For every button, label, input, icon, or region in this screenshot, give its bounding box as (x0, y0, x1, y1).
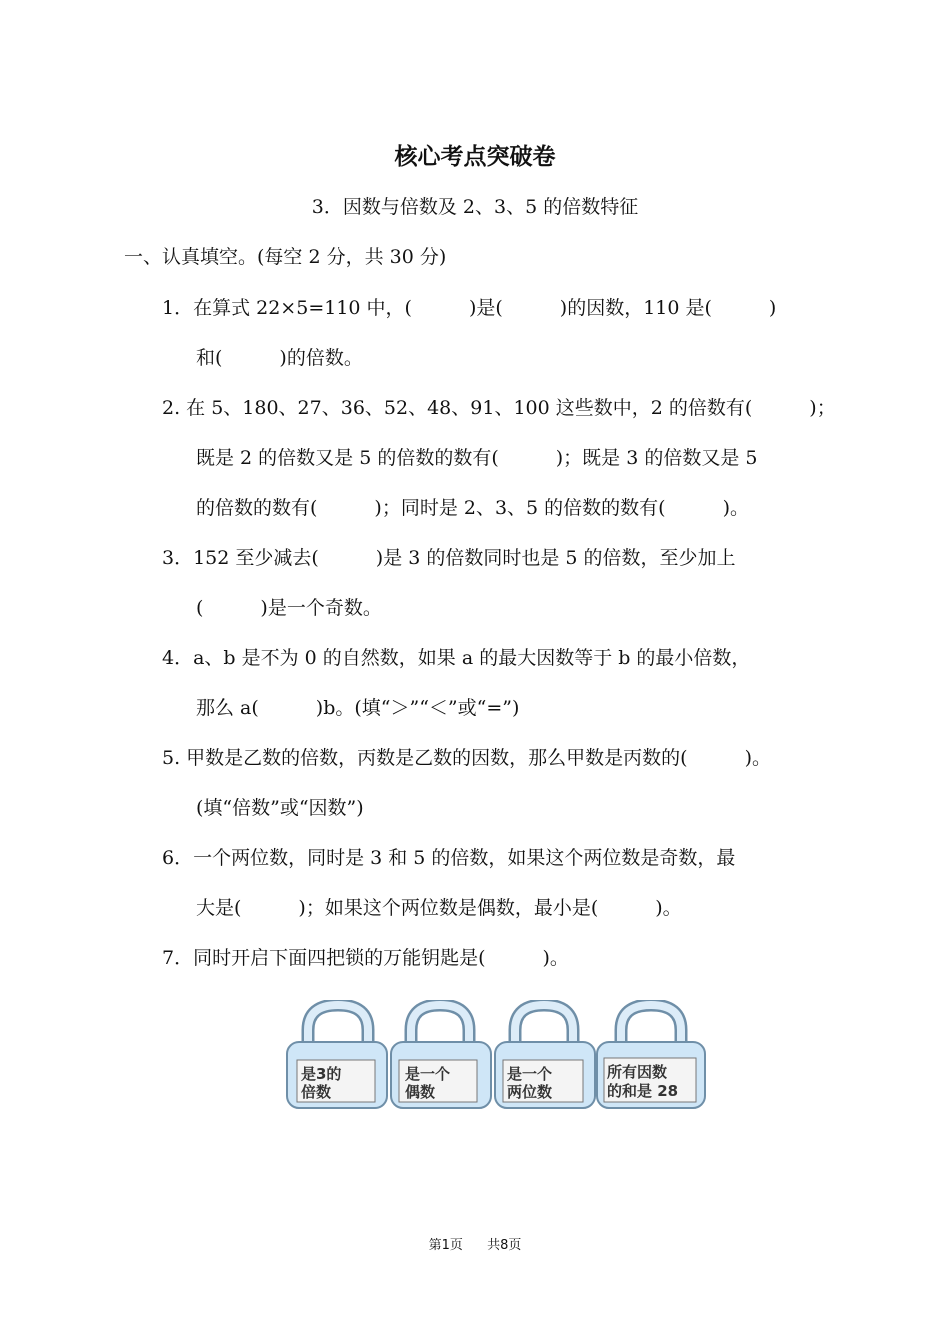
question-4-line-1: 4．a、b 是不为 0 的自然数，如果 a 的最大因数等于 b 的最小倍数， (162, 647, 751, 669)
lock-4 (597, 1005, 705, 1108)
question-6-line-2: 大是( )；如果这个两位数是偶数，最小是( )。 (196, 897, 682, 919)
lock-3 (495, 1005, 595, 1108)
four-locks-illustration (283, 1000, 713, 1120)
question-5-line-2: (填“倍数”或“因数”) (196, 797, 364, 819)
question-2-line-1: 2. 在 5、180、27、36、52、48、91、100 这些数中，2 的倍数有( )； (162, 397, 836, 419)
lock-1-label-line-2: 倍数 (301, 1083, 332, 1101)
lock-1-label-line-1: 是3的 (301, 1065, 342, 1083)
question-7-line-1: 7．同时开启下面四把锁的万能钥匙是( )。 (162, 947, 569, 969)
question-1-line-1: 1．在算式 22×5=110 中，( )是( )的因数，110 是( ) (162, 297, 777, 319)
lock-1 (287, 1005, 387, 1108)
lock-2-label-line-1: 是一个 (405, 1065, 451, 1083)
question-6-line-1: 6．一个两位数，同时是 3 和 5 的倍数，如果这个两位数是奇数，最 (162, 847, 736, 869)
question-1-line-2: 和( )的倍数。 (196, 347, 363, 369)
section-heading: 一、认真填空。(每空 2 分，共 30 分) (124, 246, 447, 268)
lock-3-label-line-2: 两位数 (507, 1083, 553, 1101)
question-2-line-3: 的倍数的数有( )；同时是 2、3、5 的倍数的数有( )。 (196, 497, 749, 519)
page-number: 第1页 (428, 1238, 463, 1253)
lock-2-label-line-2: 偶数 (405, 1083, 436, 1101)
lock-2 (391, 1005, 491, 1108)
lock-4-label-line-1: 所有因数 (607, 1063, 668, 1081)
lock-3-label-line-1: 是一个 (507, 1065, 553, 1083)
question-2-line-2: 既是 2 的倍数又是 5 的倍数的数有( )；既是 3 的倍数又是 5 (196, 447, 758, 469)
question-5-line-1: 5. 甲数是乙数的倍数，丙数是乙数的因数，那么甲数是丙数的( )。 (162, 747, 771, 769)
page-subtitle: 3．因数与倍数及 2、3、5 的倍数特征 (311, 196, 639, 218)
question-3-line-1: 3．152 至少减去( )是 3 的倍数同时也是 5 的倍数，至少加上 (162, 547, 736, 569)
page-title: 核心考点突破卷 (394, 144, 556, 170)
question-3-line-2: ( )是一个奇数。 (196, 597, 382, 619)
page-total: 共8页 (487, 1238, 522, 1253)
lock-4-label-line-2: 的和是 28 (607, 1082, 679, 1100)
page-footer (0, 1234, 950, 1253)
question-4-line-2: 那么 a( )b。(填“＞”“＜”或“=”) (196, 697, 520, 719)
